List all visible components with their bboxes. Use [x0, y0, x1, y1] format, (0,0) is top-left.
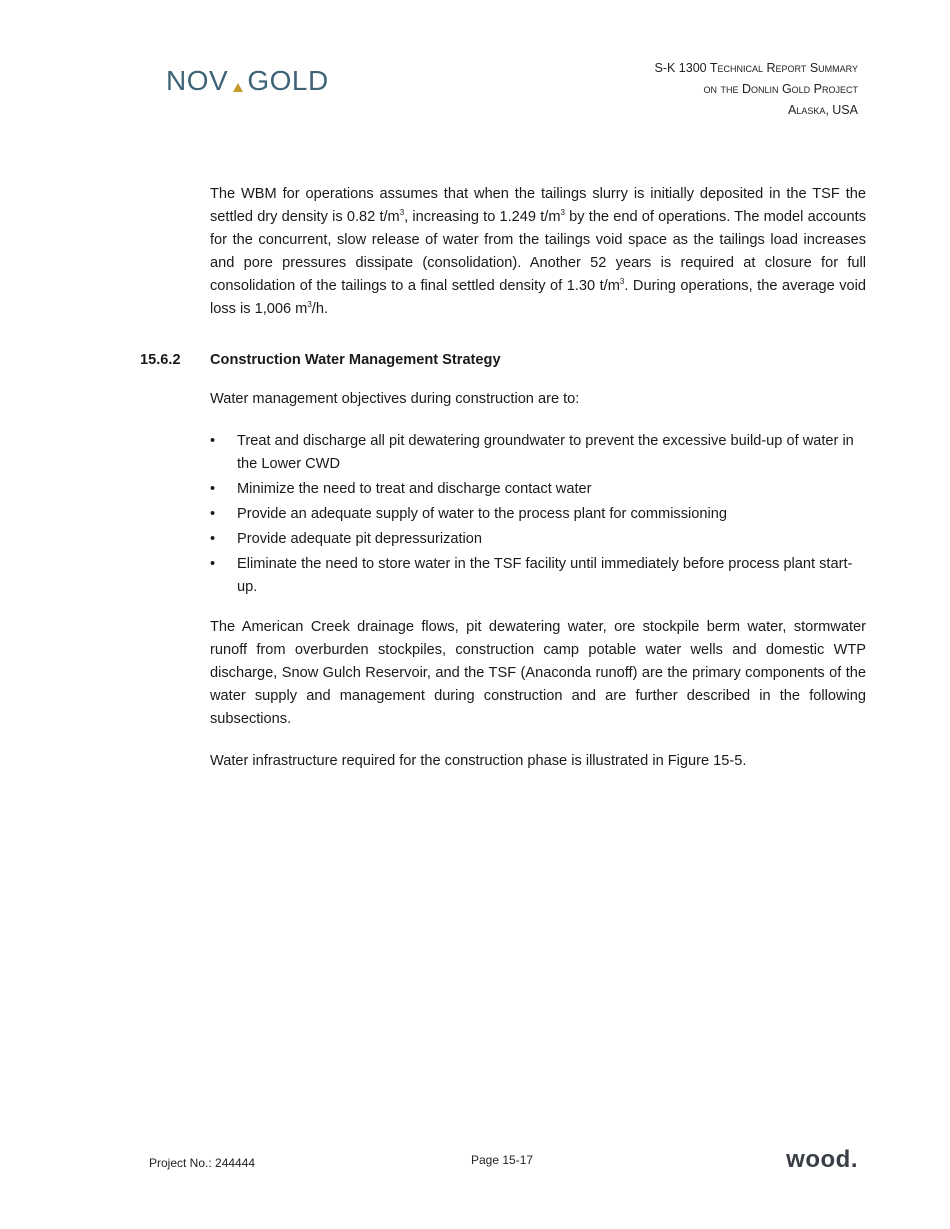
list-item: • Eliminate the need to store water in the TSF facility until immediately before process plant start-up. [210, 553, 866, 599]
header-line-2: on the Donlin Gold Project [703, 82, 858, 96]
list-item: • Minimize the need to treat and discharge contact water [210, 478, 866, 501]
header-line-1: S-K 1300 Technical Report Summary [654, 61, 858, 75]
report-header [655, 58, 859, 121]
wood-logo: wood. [786, 1146, 858, 1173]
list-item: • Provide an adequate supply of water to the process plant for commissioning [210, 503, 866, 526]
bullet-icon: • [210, 531, 216, 547]
components-paragraph: The American Creek drainage flows, pit dewatering water, ore stockpile berm water, stormwater runoff from overburden stockpiles, construction camp potable water wells and domestic WTP discharge, Snow Gulch Reservoir, and the TSF (Anaconda runoff) are the primary components of the water supply and management during construction and are further described in the following subsections. [210, 619, 866, 727]
header-line-3: Alaska, USA [787, 103, 858, 117]
section-title: Construction Water Management Strategy [210, 352, 501, 368]
figure-reference-paragraph: Water infrastructure required for the construction phase is illustrated in Figure 15-5. [210, 753, 747, 769]
logo-text: NOV GOLD [166, 65, 329, 96]
section-body [210, 388, 866, 773]
bullet-icon: • [210, 556, 216, 572]
section-heading [140, 349, 501, 372]
bullet-icon: • [210, 433, 216, 449]
page-number: Page 15-17 [471, 1153, 534, 1167]
objectives-lead: Water management objectives during construction are to: [210, 391, 580, 407]
project-number: Project No.: 244444 [149, 1156, 256, 1170]
bullet-icon: • [210, 481, 216, 497]
list-item: • Treat and discharge all pit dewatering groundwater to prevent the excessive build-up of water in the Lower CWD [210, 430, 866, 476]
logo-a-mark [228, 64, 247, 98]
novagold-logo [166, 64, 329, 98]
objectives-list [210, 430, 866, 599]
intro-paragraph: The WBM for operations assumes that when the tailings slurry is initially deposited in the TSF the settled dry density is 0.82 $t/m^3$, increasing to 1.249 $t/m^3$ by the end of operations. The model accounts for the concurrent, slow release of water from the tailings void space as the tailings load increases and pore pressures dissipate (consolidation). Another 52 years is required at closure for full consolidation of the tailings to a final settled density of 1.30 $t/m^3$. During operations, the average void loss is 1,006 $m^3/h$. [210, 186, 867, 317]
section-number: 15.6.2 [140, 352, 181, 368]
bullet-icon: • [210, 506, 216, 522]
intro-section [210, 183, 866, 321]
list-item: • Provide adequate pit depressurization [210, 528, 866, 551]
